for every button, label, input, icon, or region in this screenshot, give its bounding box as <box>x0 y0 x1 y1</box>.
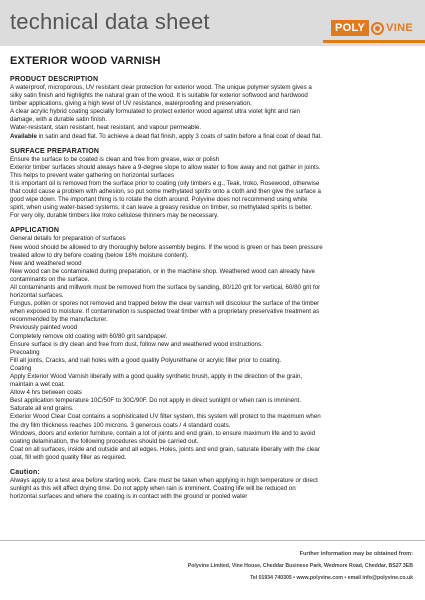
text-line: Exterior timber surfaces should always have a 9-degree slope to allow water to flow away and not gather in joints. <box>10 163 321 171</box>
text-line: New wood should be allowed to dry thoroughly before assembly begins. If the wood is green or has been pressure <box>10 243 323 251</box>
text-line: spirit, when using water-based systems, it can leave a greasy residue on timber, so methylated spirits is better. <box>10 204 313 212</box>
text-line: good wipe down. The important thing is to rotate the cloth around. Polyvine does not recommend using white <box>10 196 308 204</box>
text-line: Fungus, pollen or spores not removed and trapped below the clear varnish will discolour the surface of the timber <box>10 300 320 308</box>
text-line: Allow 4 hrs between coats <box>10 389 82 397</box>
surface-preparation-text <box>10 156 415 221</box>
text-line: Apply Exterior Wood Varnish liberally with a good quality synthetic brush, apply in the direction of the grain, <box>10 373 303 380</box>
footer-info-heading: Further information may be obtained from: <box>299 551 413 557</box>
product-description-text <box>10 84 415 133</box>
availability-line <box>10 133 415 141</box>
application-text <box>10 235 415 462</box>
text-line: New and weathered wood <box>10 259 82 267</box>
text-line: the dry film thickness reaches 100 microns. 3 generous coats / 4 standard coats. <box>10 421 231 429</box>
text-line: Fill all joints, Cracks, and nail holes with a good quality Polyurethane or acrylic filler prior to coating. <box>10 356 282 364</box>
text-line: Water-resistant, stain resistant, heat resistant, and vapour permeable. <box>10 124 201 132</box>
application-heading: APPLICATION <box>10 227 60 235</box>
text-line: All contaminants and millwork must be removed from the surface by sanding, 80/120 grit for vertical, 60/80 grit for <box>10 283 321 291</box>
text-line: This helps to prevent water gathering on horizontal surfaces <box>10 171 175 179</box>
text-line: For very oily, durable timbers like Iroko cellulose thinners may be necessary. <box>10 212 219 220</box>
text-line: Ensure the surface to be coated is clean and free from grease, wax or polish <box>10 155 220 163</box>
document-body <box>10 55 415 501</box>
text-line: Ensure surface is dry clean and free from dust, follow new and weathered wood instructions. <box>10 340 263 348</box>
text-line: horizontal surfaces. <box>10 292 64 300</box>
text-line: A clear acrylic hybrid coating specially formulated to protect exterior wood against ultra violet light and rain <box>10 108 300 116</box>
text-line: Precoating <box>10 348 40 356</box>
text-line: Coat on all surfaces, inside and outside and all edges. Holes, joints and end grain, saturate liberally with the clear <box>10 445 320 453</box>
footer-contact: Tel 01934 740305 • www.polyvine.com • email info@polyvine.co.uk <box>250 575 413 581</box>
text-line: A waterproof, microporous, UV resistant clear protection for exterior wood. The unique polymer system gives a <box>10 84 312 91</box>
surface-preparation-heading: SURFACE PREPARATION <box>10 147 100 155</box>
text-line: Coating <box>10 364 32 372</box>
text-line: when exposed to moisture. If contamination is suspected treat timber with a proprietary preservative treatment as <box>10 308 320 316</box>
available-text: in satin and dead flat. To achieve a dead flat finish, apply 3 coats of satin before a final coat of dead flat. <box>36 132 322 140</box>
logo-text-poly: POLY <box>331 20 369 36</box>
available-label: Available <box>10 132 37 140</box>
logo-text-vine: VINE <box>386 22 413 34</box>
text-line: damage, with a durable satin finish. <box>10 116 107 124</box>
text-line: recommended by the manufacturer. <box>10 316 108 324</box>
text-line: Previously painted wood <box>10 324 78 332</box>
text-line: General details for preparation of surfaces <box>10 235 126 243</box>
text-line: coat, fill with good quality filler as required. <box>10 453 127 461</box>
text-line: It is important oil is removed from the surface prior to coating (oily timbers e.g., Teak, Iroko, Rosewood, otherwise <box>10 179 320 187</box>
text-line: Best application temperature 10C/50F to 30C/90F. Do not apply in direct sunlight or when rain is imminent. <box>10 397 301 405</box>
footer-address: Polyvine Limited, Vine House, Cheddar Business Park, Wedmore Road, Cheddar, BS27 3EB <box>187 563 413 569</box>
brand-accent-bar <box>323 40 425 43</box>
text-line: silky satin finish and highlights the natural grain of the wood. It is suitable for exterior softwood and hardwood <box>10 92 308 100</box>
caution-text <box>10 477 415 501</box>
text-line: Completely remove old coating with 60/80 grit sandpaper. <box>10 332 168 340</box>
text-line: sunlight as this will affect drying time. Do not apply when rain is imminent. Coating life will be reduced on <box>10 485 296 493</box>
text-line: that could cause a problem with adhesion, so put some methylated spirits onto a cloth and then give the surface a <box>10 188 321 196</box>
header-band <box>0 0 425 46</box>
text-line: Exterior Wood Clear Coat contains a sophisticated UV filter system, this system will protect to the maximum when <box>10 413 321 421</box>
product-description-heading: PRODUCT DESCRIPTION <box>10 76 99 83</box>
text-line: Windows, doors and exterior furniture, contain a lot of joints and end grain, to ensure maximum life and to avoid <box>10 429 316 437</box>
polyvine-logo <box>331 20 413 36</box>
text-line: coating delamination, the following procedures should be carried out. <box>10 437 199 445</box>
text-line: treated allow to dry before coating (below 18% moisture content). <box>10 251 189 259</box>
text-line: maintain a wet coat. <box>10 381 66 389</box>
document-title: EXTERIOR WOOD VARNISH <box>10 55 161 67</box>
footer-divider <box>0 540 425 541</box>
logo-ring-icon <box>371 22 384 35</box>
text-line: timber applications, giving a high level of UV resistance, waterproofing and preservation. <box>10 100 252 108</box>
caution-heading: Caution: <box>10 469 40 477</box>
text-line: New wood can be contaminated during preparation, or in the machine shop. Weathered wood can already have <box>10 267 315 275</box>
text-line: Always apply to a test area before starting work. Care must be taken when applying in high temperature or direct <box>10 477 318 485</box>
text-line: horizontal surfaces and where the coating is in contact with the ground or pooled water <box>10 493 248 501</box>
text-line: Saturate all end grains. <box>10 405 74 413</box>
text-line: contaminants on the surface. <box>10 275 90 283</box>
page-header-title: technical data sheet <box>10 9 210 34</box>
